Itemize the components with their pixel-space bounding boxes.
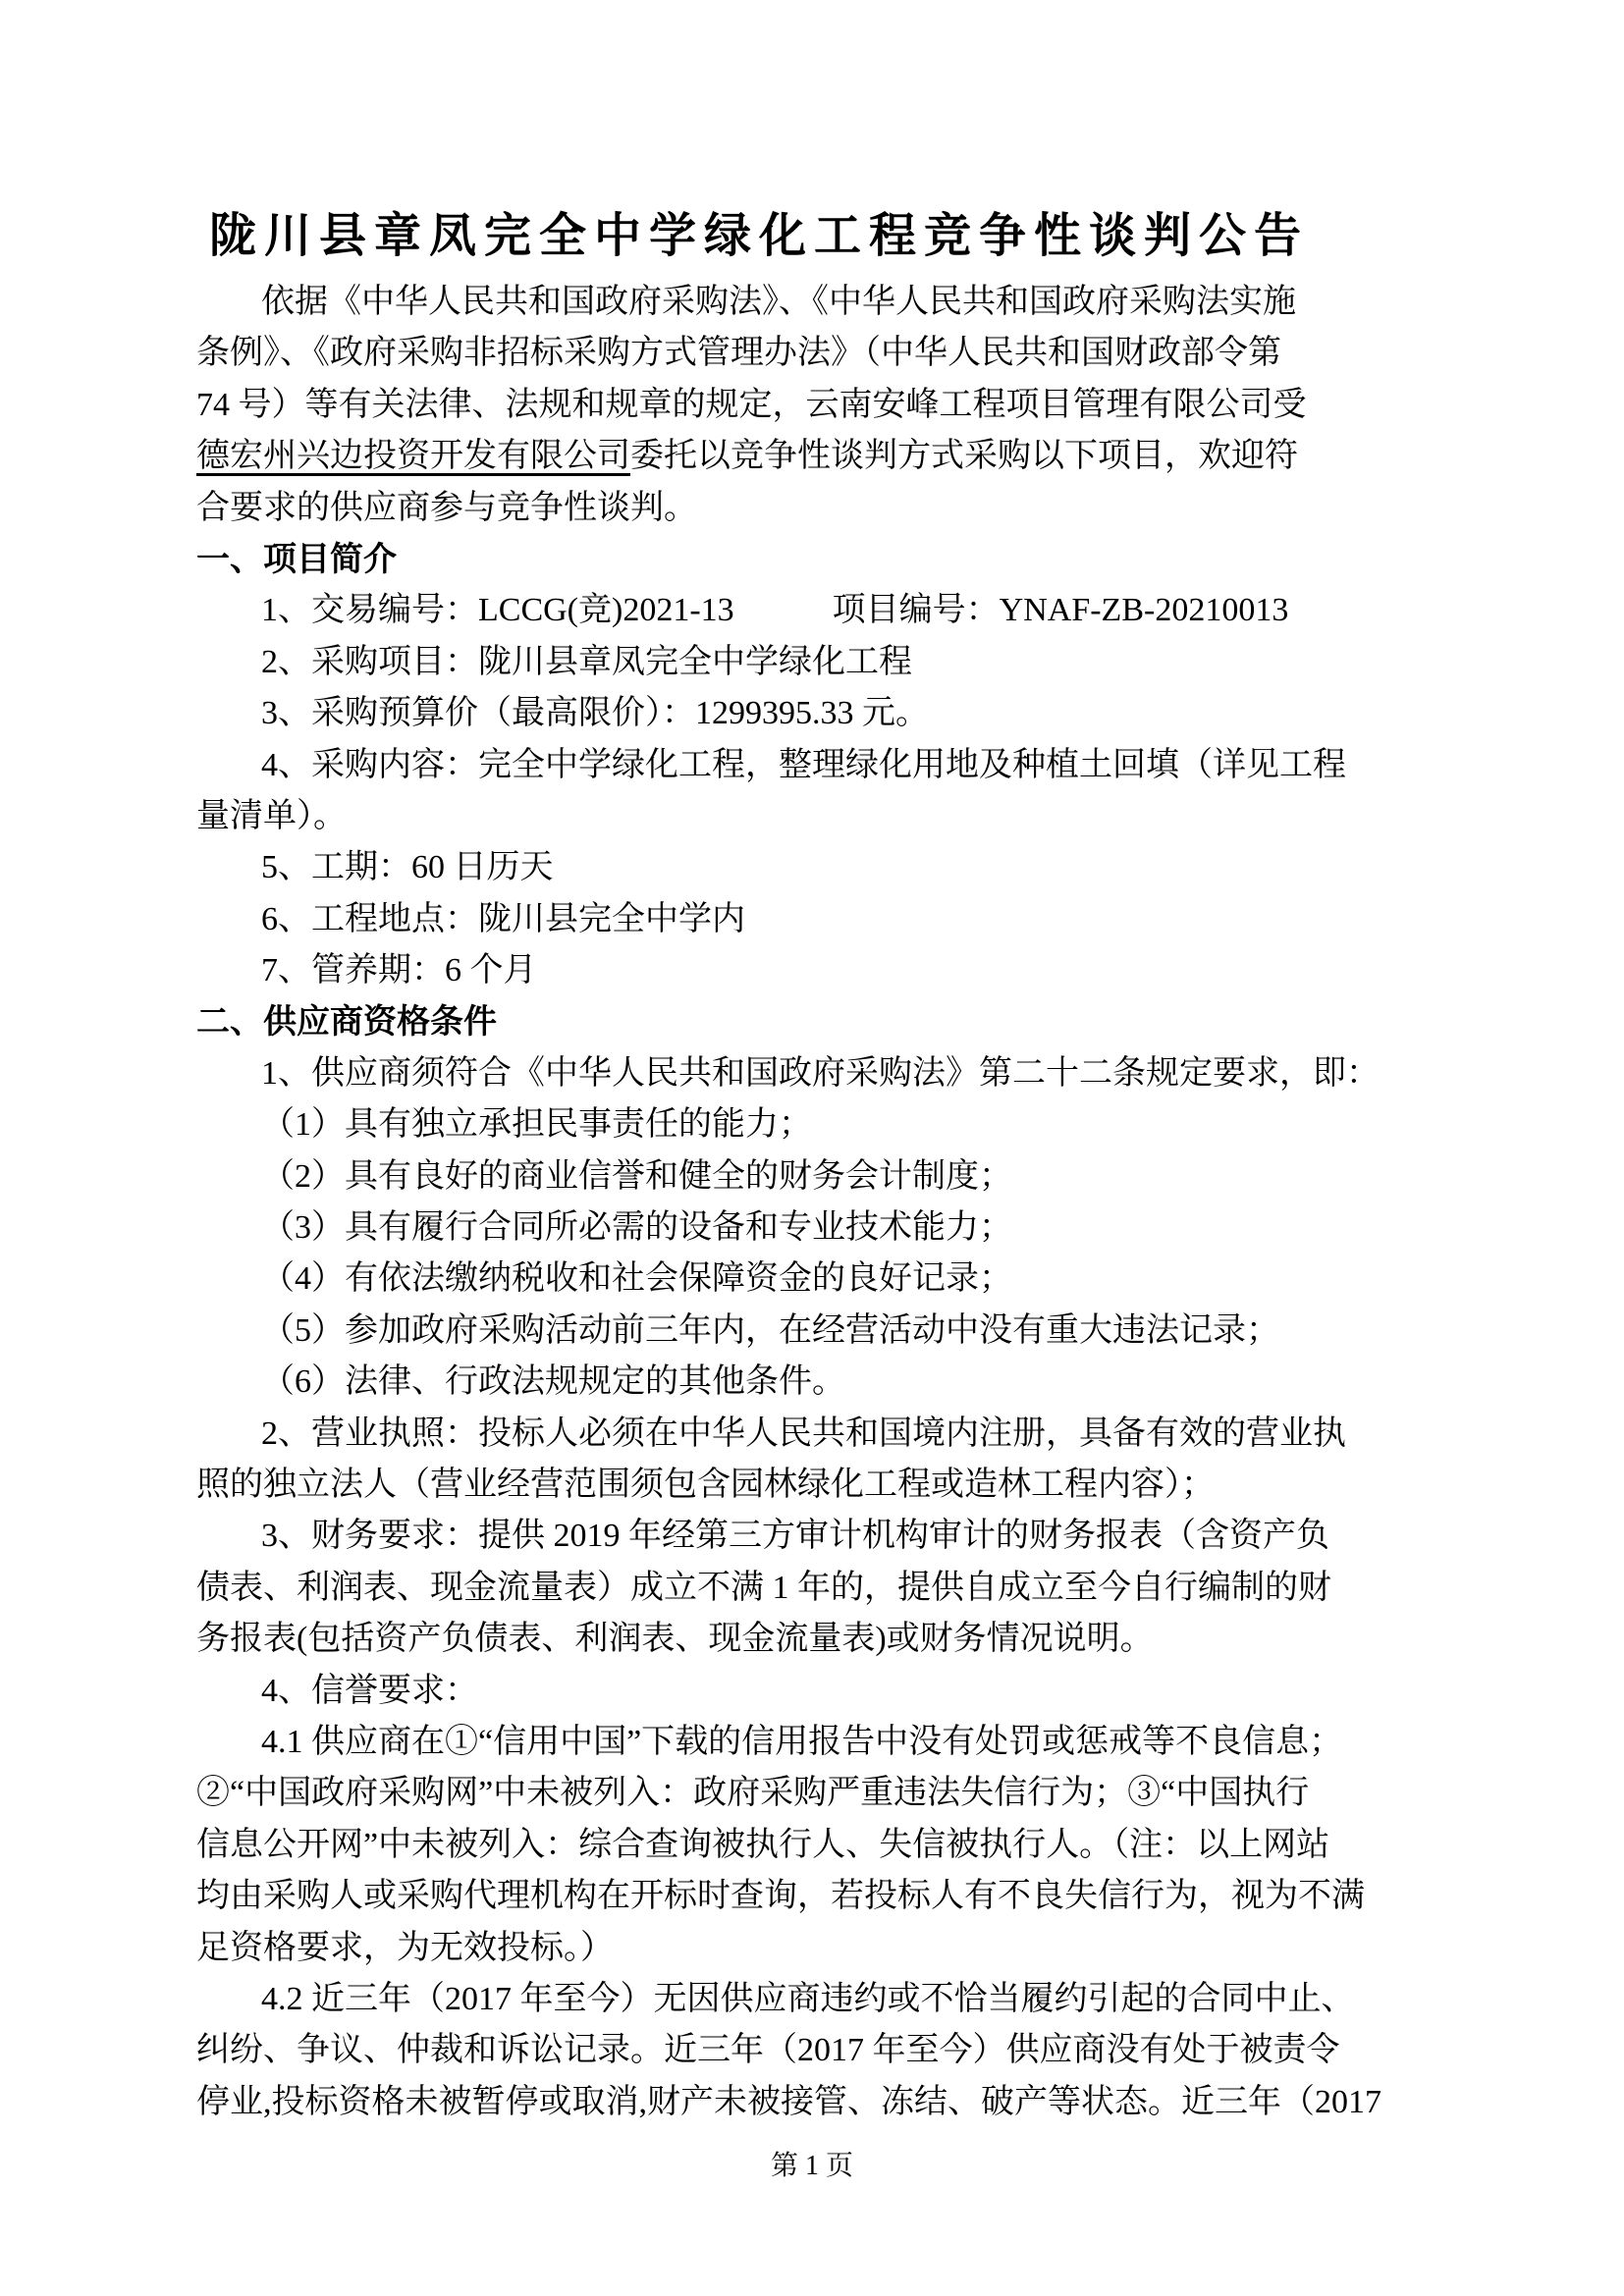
item-financial-requirement-line-2: 债表、利润表、现金流量表）成立不满 1 年的，提供自成立至今自行编制的财	[196, 1569, 1331, 1606]
item-procurement-project: 2、采购项目：陇川县章凤完全中学绿化工程	[261, 643, 912, 680]
page-number-footer: 第 1 页	[770, 2151, 853, 2181]
item-procurement-content-line-2: 量清单）。	[196, 797, 347, 834]
item-recent-three-years-line-3: 停业,投标资格未被暂停或取消,财产未被接管、冻结、破产等状态。近三年（2017	[196, 2083, 1381, 2120]
item-credit-china-line-5: 足资格要求，为无效投标。）	[196, 1929, 614, 1966]
item-qualification-law: 1、供应商须符合《中华人民共和国政府采购法》第二十二条规定要求，即：	[261, 1054, 1380, 1092]
section-heading-project-brief: 一、项目简介	[196, 540, 397, 578]
intro-line-2: 条例》、《政府采购非招标采购方式管理办法》（中华人民共和国财政部令第	[196, 335, 1281, 372]
item-financial-requirement-line-3: 务报表(包括资产负债表、利润表、现金流量表)或财务情况说明。	[196, 1621, 1154, 1658]
item-recent-three-years-line-1: 4.2 近三年（2017 年至今）无因供应商违约或不恰当履约引起的合同中止、	[261, 1980, 1355, 2017]
item-credit-requirement: 4、信誉要求：	[261, 1672, 478, 1709]
intro-line-5: 合要求的供应商参与竞争性谈判。	[196, 489, 697, 526]
project-number: 项目编号：YNAF-ZB-20210013	[832, 592, 1289, 629]
item-maintenance-period: 7、管养期：6 个月	[261, 952, 537, 989]
sub-item-business-reputation: （2）具有良好的商业信誉和健全的财务会计制度；	[261, 1157, 1012, 1195]
intro-line-4-rest: 委托以竞争性谈判方式采购以下项目，欢迎符	[630, 438, 1298, 475]
item-credit-china-line-1: 4.1 供应商在①“信用中国”下载的信用报告中没有处罚或惩戒等不良信息；	[261, 1723, 1343, 1760]
transaction-number: 1、交易编号：LCCG(竞)2021-13	[261, 592, 734, 629]
item-transaction-number-row	[196, 585, 1322, 636]
item-business-license-line-1: 2、营业执照：投标人必须在中华人民共和国境内注册，具备有效的营业执	[261, 1415, 1346, 1452]
item-recent-three-years-line-2: 纠纷、争议、仲裁和诉讼记录。近三年（2017 年至今）供应商没有处于被责令	[196, 2032, 1340, 2069]
intro-line-1: 依据《中华人民共和国政府采购法》、《中华人民共和国政府采购法实施	[261, 284, 1296, 320]
item-credit-china-line-2: ②“中国政府采购网”中未被列入：政府采购严重违法失信行为；③“中国执行	[196, 1775, 1310, 1812]
item-procurement-content-line-1: 4、采购内容：完全中学绿化工程，整理绿化用地及种植土回填（详见工程	[261, 746, 1346, 783]
item-credit-china-line-4: 均由采购人或采购代理机构在开标时查询，若投标人有不良失信行为，视为不满	[196, 1878, 1365, 1915]
sub-item-other-conditions: （6）法律、行政法规规定的其他条件。	[261, 1363, 845, 1401]
document-title: 陇川县章凤完全中学绿化工程竞争性谈判公告	[208, 210, 1309, 263]
item-project-location: 6、工程地点：陇川县完全中学内	[261, 900, 745, 937]
item-budget-price: 3、采购预算价（最高限价）：1299395.33 元。	[261, 695, 929, 732]
intro-line-3: 74 号）等有关法律、法规和规章的规定，云南安峰工程项目管理有限公司受	[196, 386, 1307, 423]
section-heading-supplier-qualification: 二、供应商资格条件	[196, 1003, 497, 1041]
item-business-license-line-2: 照的独立法人（营业经营范围须包含园林绿化工程或造林工程内容）；	[196, 1466, 1215, 1503]
item-credit-china-line-3: 信息公开网”中未被列入：综合查询被执行人、失信被执行人。（注：以上网站	[196, 1826, 1330, 1863]
document-body	[196, 277, 1381, 2128]
item-financial-requirement-line-1: 3、财务要求：提供 2019 年经第三方审计机构审计的财务报表（含资产负	[261, 1518, 1329, 1555]
item-construction-period: 5、工期：60 日历天	[261, 849, 554, 886]
entrusting-company-underlined: 德宏州兴边投资开发有限公司	[196, 438, 630, 475]
sub-item-civil-liability: （1）具有独立承担民事责任的能力；	[261, 1106, 812, 1144]
intro-line-4	[196, 431, 1322, 482]
sub-item-no-illegal-record: （5）参加政府采购活动前三年内，在经营活动中没有重大违法记录；	[261, 1311, 1279, 1349]
sub-item-tax-record: （4）有依法缴纳税收和社会保障资金的良好记录；	[261, 1260, 1012, 1298]
sub-item-equipment-capability: （3）具有履行合同所必需的设备和专业技术能力；	[261, 1209, 1012, 1247]
